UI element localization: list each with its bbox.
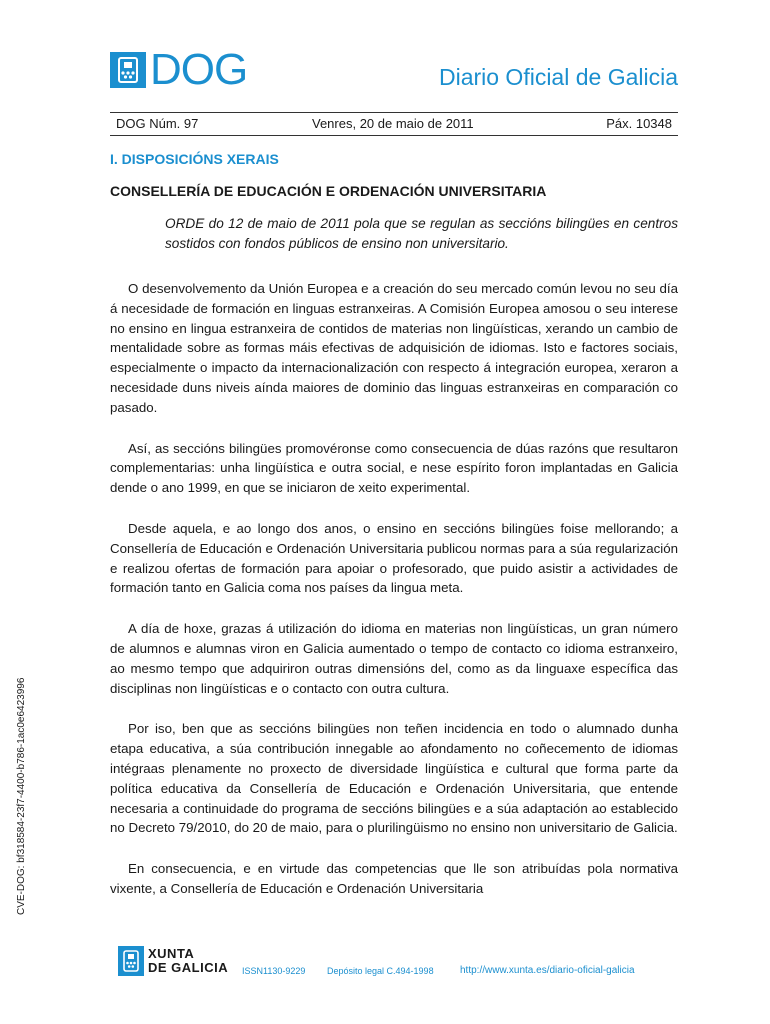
order-title: ORDE do 12 de maio de 2011 pola que se regulan as seccións bilingües en centros sostidos con fondos públicos de ensino non universitario. (165, 216, 678, 251)
issue-line (110, 116, 678, 134)
section-heading: I. DISPOSICIÓNS XERAIS (110, 151, 279, 167)
document-body (110, 279, 678, 920)
xunta-logo (118, 946, 228, 976)
header-rule (110, 135, 678, 136)
body-paragraph: Así, as seccións bilingües promovéronse como consecuencia de dúas razóns que resultaron complementarias: unha lingüística e outra social, e nese espírito foron implantadas en Galicia dende o ano 1999, en que se iniciaron de xeito experimental. (110, 440, 678, 496)
publication-title: Diario Oficial de Galicia (438, 64, 678, 90)
page-number: Páx. 10348 (606, 116, 672, 131)
header-rule (110, 112, 678, 113)
website-link[interactable]: http://www.xunta.es/diario-oficial-galicia (460, 965, 635, 976)
issue-number: DOG Núm. 97 (116, 116, 199, 131)
body-paragraph: Desde aquela, e ao longo dos anos, o ensino en seccións bilingües foise mellorando; a Consellería de Educación e Ordenación Universitaria publicou normas para a súa regularización e realizou ofertas de formación para apoiar o profesorado, que puido asistir a actividades de formación tanto en Galicia coma nos países da lingua meta. (110, 520, 678, 596)
legal-deposit: Depósito legal C.494-1998 (327, 966, 434, 976)
xunta-logo-line2: DE GALICIA (148, 960, 229, 975)
body-paragraph: O desenvolvemento da Unión Europea e a creación do seu mercado común levou no seu día á necesidade de formación en linguas estranxeiras. A Comisión Europea amosou o seu interese no ensino en lingua estranxeira de contidos de materias non lingüísticas, xerando un cambio de mentalidade sobre as formas máis efectivas de adquisición de idiomas. Isto e factores sociais, especialmente o impacto da internacionalización con respecto á integración europea, xeraron a necesidade duns niveis aínda maiores de dominio das linguas estranxeiras en comparación co pasado. (110, 281, 678, 415)
issue-date: Venres, 20 de maio de 2011 (312, 116, 474, 131)
body-paragraph: Por iso, ben que as seccións bilingües non teñen incidencia en todo o alumnado dunha etapa educativa, a súa contribución innegable ao afondamento no coñecemento de idiomas intégraas plenamente no proxecto de diversidade lingüística e cultural que forma parte da política educativa da Consellería de Educación e Ordenación Universitaria, que entende necesaria a continuidade do programa de seccións bilingües e a súa adaptación ao establecido no Decreto 79/2010, do 20 de maio, para o plurilingüismo no ensino non universitario de Galicia. (110, 721, 678, 836)
cve-code: CVE-DOG: bf318584-23f7-4400-b786-1ac0e6423996 (16, 677, 27, 915)
ministry-heading: CONSELLERÍA DE EDUCACIÓN E ORDENACIÓN UNIVERSITARIA (110, 183, 547, 199)
xunta-crest-icon (118, 946, 144, 976)
galicia-crest-icon (110, 52, 146, 88)
dog-logo (110, 45, 248, 94)
logo-text: DOG (150, 45, 248, 94)
body-paragraph: A día de hoxe, grazas á utilización do idioma en materias non lingüísticas, un gran número de alumnos e alumnas viron en Galicia aumentado o tempo de contacto co idioma estranxeiro, ao mesmo tempo que adquiriron outras dimensións del, como as da linguaxe específica das disciplinas non lingüísticas e o contacto con outra cultura. (110, 621, 678, 696)
issn: ISSN1130-9229 (242, 966, 306, 976)
xunta-logo-line1: XUNTA (148, 946, 195, 961)
body-paragraph: En consecuencia, e en virtude das competencias que lle son atribuídas pola normativa vixente, a Consellería de Educación e Ordenación Universitaria (110, 861, 678, 896)
